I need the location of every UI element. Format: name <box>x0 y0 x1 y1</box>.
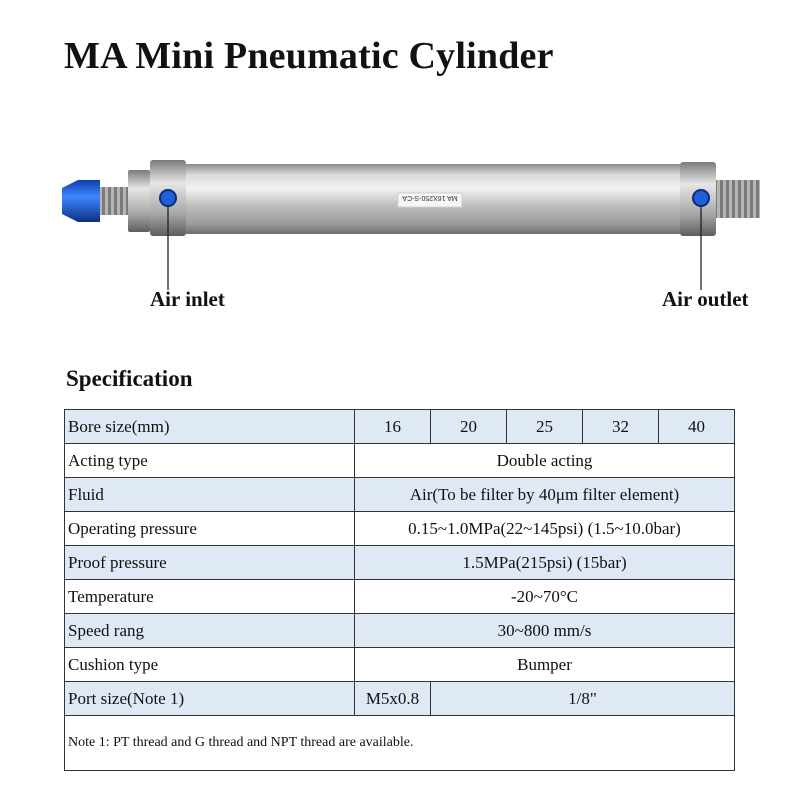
operating-pressure-label: Operating pressure <box>65 512 355 546</box>
table-row-cushion <box>65 648 735 682</box>
fluid-label: Fluid <box>65 478 355 512</box>
outlet-port-icon <box>693 190 709 206</box>
bore-value: 32 <box>583 410 659 444</box>
table-row-temperature <box>65 580 735 614</box>
operating-pressure-value: 0.15~1.0MPa(22~145psi) (1.5~10.0bar) <box>355 512 735 546</box>
spec-table <box>64 409 735 771</box>
table-row-note <box>65 716 735 771</box>
acting-label: Acting type <box>65 444 355 478</box>
note-text: Note 1: PT thread and G thread and NPT thread are available. <box>65 716 735 771</box>
table-row-acting <box>65 444 735 478</box>
table-row-operating-pressure <box>65 512 735 546</box>
temperature-value: -20~70°C <box>355 580 735 614</box>
barrel-marking: MA 16X250-S-CA <box>402 194 458 201</box>
spec-heading: Specification <box>66 366 193 391</box>
speed-label: Speed rang <box>65 614 355 648</box>
temperature-label: Temperature <box>65 580 355 614</box>
table-row-port-size <box>65 682 735 716</box>
page-title: MA Mini Pneumatic Cylinder <box>64 35 554 77</box>
cushion-label: Cushion type <box>65 648 355 682</box>
bore-value: 25 <box>507 410 583 444</box>
air-inlet-label: Air inlet <box>150 287 225 311</box>
table-row-fluid <box>65 478 735 512</box>
table-row-speed <box>65 614 735 648</box>
air-outlet-label: Air outlet <box>662 287 749 311</box>
port-size-label: Port size(Note 1) <box>65 682 355 716</box>
acting-value: Double acting <box>355 444 735 478</box>
proof-pressure-label: Proof pressure <box>65 546 355 580</box>
rear-thread <box>716 180 760 218</box>
bore-label: Bore size(mm) <box>65 410 355 444</box>
bore-value: 16 <box>355 410 431 444</box>
bore-value: 20 <box>431 410 507 444</box>
cushion-value: Bumper <box>355 648 735 682</box>
port-size-large-value: 1/8" <box>431 682 735 716</box>
fluid-value: Air(To be filter by 40μm filter element) <box>355 478 735 512</box>
table-row-proof-pressure <box>65 546 735 580</box>
port-size-small-value: M5x0.8 <box>355 682 431 716</box>
table-row-bore <box>65 410 735 444</box>
inlet-port-icon <box>160 190 176 206</box>
hex-nut <box>128 170 150 232</box>
proof-pressure-value: 1.5MPa(215psi) (15bar) <box>355 546 735 580</box>
rod-end-nut <box>62 180 100 222</box>
bore-value: 40 <box>659 410 735 444</box>
speed-value: 30~800 mm/s <box>355 614 735 648</box>
piston-rod <box>100 187 132 215</box>
